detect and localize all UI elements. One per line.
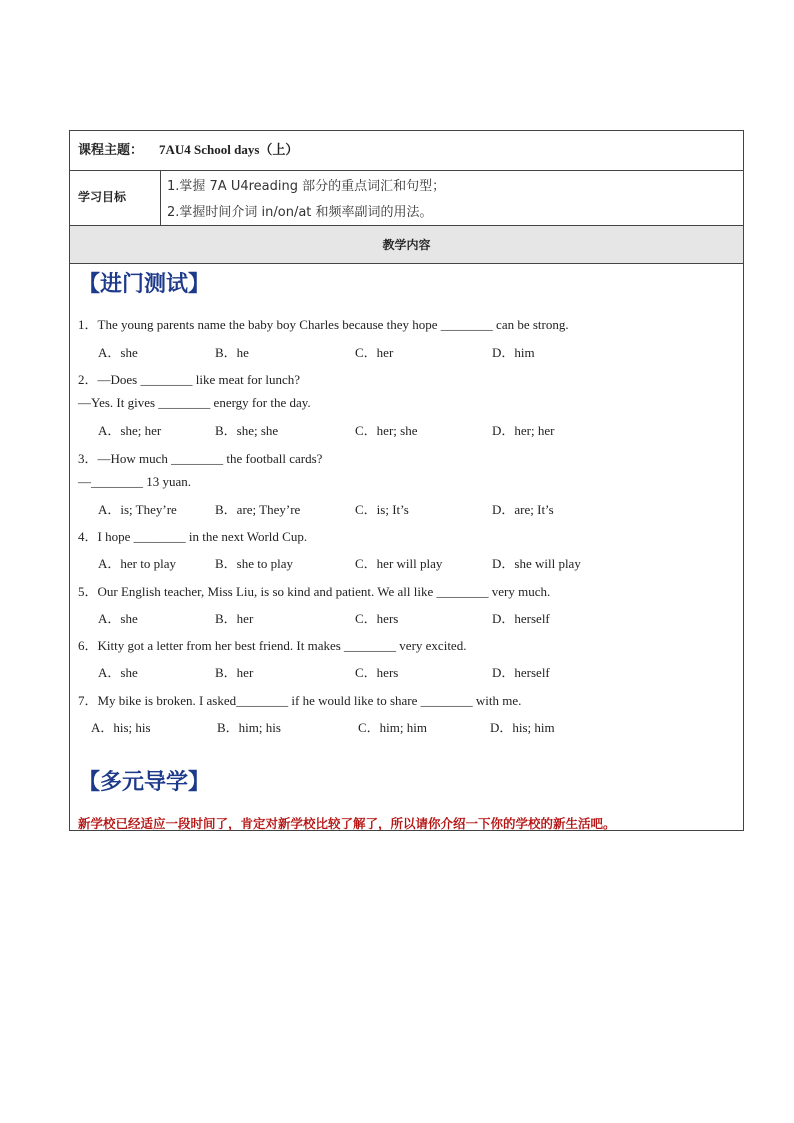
topic-label: 课程主题： (78, 142, 144, 157)
option-1a: A．she (98, 345, 138, 360)
option-6b: B．her (215, 665, 254, 680)
content-label: 教学内容 (382, 238, 431, 252)
question-7: 7．My bike is broken. I asked________ if he would like to share ________ with me. (78, 693, 522, 708)
option-6a: A．she (98, 665, 138, 680)
option-4b: B．she to play (215, 556, 293, 571)
option-5d: D．herself (492, 611, 550, 626)
question-2: 2．—Does ________ like meat for lunch? (78, 372, 301, 387)
option-5a: A．she (98, 611, 138, 626)
option-3c: C．is; It’s (355, 502, 409, 517)
course-topic (78, 139, 298, 158)
option-1d: D．him (492, 345, 535, 360)
goal-divider (160, 171, 161, 225)
question-5: 5．Our English teacher, Miss Liu, is so kind and patient. We all like ________ very much. (78, 584, 551, 599)
question-6: 6．Kitty got a letter from her best friend. It makes ________ very excited. (78, 638, 467, 653)
option-7b: B．him; his (217, 720, 281, 735)
option-2c: C．her; she (355, 423, 418, 438)
topic-value: 7AU4 School days（上） (159, 142, 299, 157)
goal-item-2: 2.掌握时间介词 in/on/at 和频率副词的用法。 (167, 205, 433, 220)
option-7a: A．his; his (91, 720, 151, 735)
section-title-entry-test: 【进门测试】 (78, 272, 211, 297)
option-3b: B．are; They’re (215, 502, 301, 517)
question-1: 1．The young parents name the baby boy Charles because they hope ________ can be strong. (78, 317, 569, 332)
section-title-guided-learning: 【多元导学】 (78, 770, 211, 795)
question-3: 3．—How much ________ the football cards? (78, 451, 323, 466)
lesson-table (69, 130, 744, 831)
option-4a: A．her to play (98, 556, 176, 571)
option-7c: C．him; him (358, 720, 427, 735)
option-3d: D．are; It’s (492, 502, 554, 517)
guided-learning-prompt: 新学校已经适应一段时间了，肯定对新学校比较了解了，所以请你介绍一下你的学校的新生活吧。 (78, 816, 616, 831)
option-4d: D．she will play (492, 556, 581, 571)
option-2b: B．she; she (215, 423, 279, 438)
option-7d: D．his; him (490, 720, 555, 735)
option-5c: C．hers (355, 611, 399, 626)
option-5b: B．her (215, 611, 254, 626)
goal-item-1: 1.掌握 7A U4reading 部分的重点词汇和句型； (167, 179, 446, 194)
option-1b: B．he (215, 345, 249, 360)
option-2d: D．her; her (492, 423, 555, 438)
question-4: 4．I hope ________ in the next World Cup. (78, 529, 308, 544)
option-3a: A．is; They’re (98, 502, 177, 517)
option-4c: C．her will play (355, 556, 443, 571)
option-6d: D．herself (492, 665, 550, 680)
content-header-row (70, 226, 743, 264)
option-1c: C．her (355, 345, 394, 360)
goals-row (70, 171, 743, 226)
option-2a: A．she; her (98, 423, 162, 438)
question-2-reply: —Yes. It gives ________ energy for the day. (78, 395, 311, 410)
question-3-reply: —________ 13 yuan. (78, 474, 192, 489)
option-6c: C．hers (355, 665, 399, 680)
goal-label: 学习目标 (78, 190, 127, 204)
topic-row (70, 131, 743, 171)
